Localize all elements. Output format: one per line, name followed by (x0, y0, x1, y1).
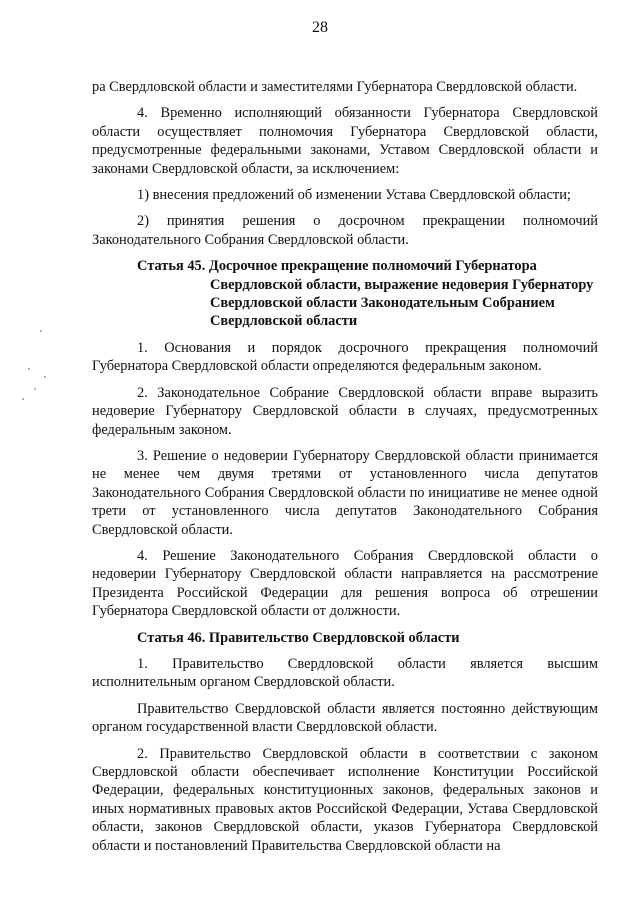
scan-speck (40, 330, 42, 332)
scan-speck (44, 376, 46, 378)
scan-speck (34, 388, 36, 390)
article-45-paragraph-4: 4. Решение Законодательного Собрания Свердловской области о недоверии Губернатору Свердловской области направляется на рассмотрение Президента Российской Федерации для решения вопроса об отрешении Губернатора Свердловской области от должности. (92, 547, 598, 620)
article-46-paragraph-1: 1. Правительство Свердловской области является высшим исполнительным органом Свердловской области. (92, 655, 598, 691)
paragraph-continuation: ра Свердловской области и заместителями Губернатора Свердловской области. (92, 79, 578, 95)
article-45-paragraph-2: 2. Законодательное Собрание Свердловской области вправе выразить недоверие Губернатору Свердловской области в случаях, предусмотренных федеральным законом. (92, 384, 598, 438)
paragraph-item-4: 4. Временно исполняющий обязанности Губернатора Свердловской области осуществляет полномочия Губернатора Свердловской области, предусмотренные федеральными законами, Уставом Свердловской области и законами Свердловской области, за исключением: (92, 105, 598, 177)
page-number: 28 (312, 19, 328, 36)
article-45-heading-line1: Статья 45. Досрочное прекращение полномочий Губернатора (137, 258, 537, 275)
article-46-paragraph-2: 2. Правительство Свердловской области в соответствии с законом Свердловской области обеспечивает исполнение Конституции Российской Федерации, федеральных конституционных законов, федеральных законов и иных нормативных правовых актов Российской Федерации, Устава Свердловской области, законов Свердловской области, указов Губернатора Свердловской области и постановлений Правительства Свердловской области на (92, 745, 598, 854)
paragraph-subitem-1: 1) внесения предложений об изменении Устава Свердловской области; (137, 187, 571, 204)
document-body (92, 78, 598, 863)
scan-speck (22, 398, 24, 400)
article-45-paragraph-1: 1. Основания и порядок досрочного прекращения полномочий Губернатора Свердловской области определяются федеральным законом. (92, 339, 598, 375)
paragraph-subitem-2: 2) принятия решения о досрочном прекращении полномочий Законодательного Собрания Свердловской области. (92, 213, 598, 248)
scan-speck (28, 368, 30, 370)
article-46-heading: Статья 46. Правительство Свердловской области (137, 629, 460, 646)
article-45-heading-rest: Свердловской области, выражение недоверия Губернатору Свердловской области Законодательным Собранием Свердловской области (210, 276, 594, 330)
article-46-paragraph-1b: Правительство Свердловской области является постоянно действующим органом государственной власти Свердловской области. (92, 700, 598, 736)
article-45-heading (92, 257, 598, 331)
article-45-paragraph-3: 3. Решение о недоверии Губернатору Свердловской области принимается не менее чем двумя третями от установленного числа депутатов Законодательного Собрания Свердловской области по инициативе не менее одной трети от установленного числа депутатов Законодательного Собрания Свердловской области. (92, 447, 598, 538)
